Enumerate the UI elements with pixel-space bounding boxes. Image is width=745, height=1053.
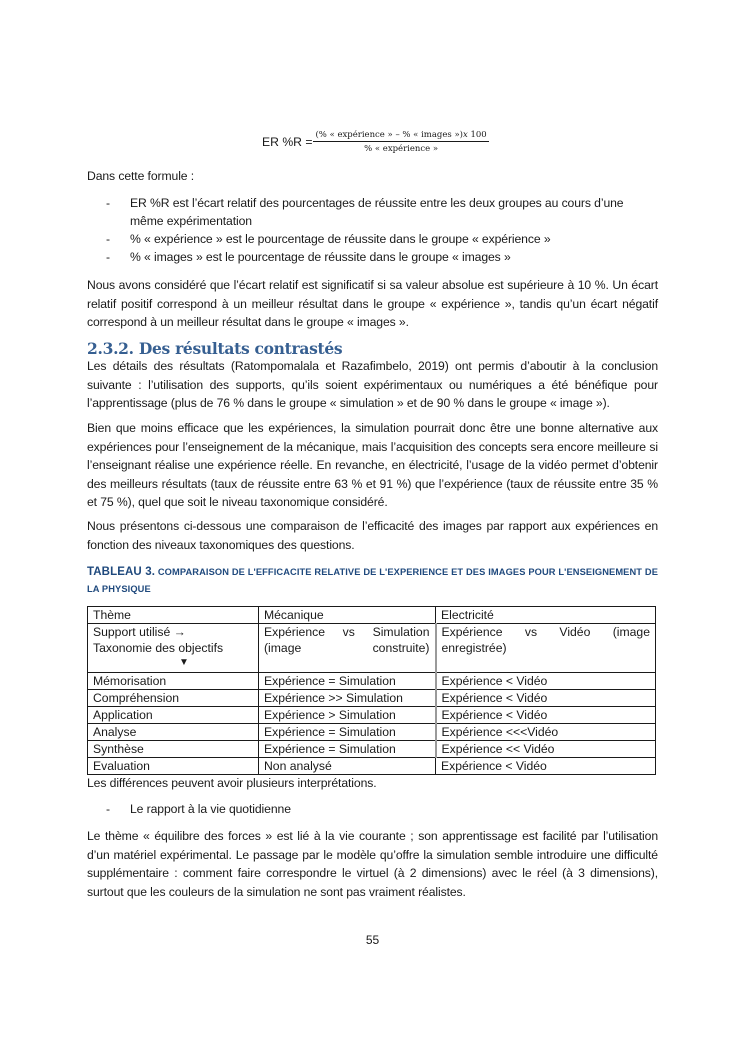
dash-bullet: - (106, 232, 110, 246)
row-theme: Evaluation (88, 758, 259, 775)
table-row (88, 690, 656, 707)
row-mecanique: Expérience >> Simulation (259, 690, 436, 707)
support-mecanique: Expérience vs Simulation (image construite) (259, 624, 436, 673)
paragraph-results: Les détails des résultats (Ratompomalala et Razafimbelo, 2019) ont permis d’aboutir à la conclusion suivante : l’utilisation des supports, qu’ils soient expérimentaux ou numériques a été bénéfique pour l’apprentissage (plus de 76 % dans le groupe « simulation » et de 90 % dans le groupe « image »). (87, 359, 658, 410)
table-row (88, 673, 656, 690)
formula-numerator-text: (% « expérience » – % « images ») (315, 130, 463, 140)
support-label-cell (88, 624, 259, 673)
comparison-table (87, 606, 656, 775)
taxonomy-label: Taxonomie des objectifs (93, 641, 224, 655)
page-number: 55 (365, 933, 380, 947)
definition-item (87, 230, 658, 248)
paragraph-simulation: Bien que moins efficace que les expériences, la simulation pourrait donc être une bonne alternative aux expériences pour l’enseignement de la mécanique, mais l’acquisition des concepts sera encore meilleure si l’enseignant réalise une expérience réelle. En revanche, en électricité, l’usage de la vidéo permet d’obtenir des meilleurs résultats (taux de réussite entre 63 % et 91 %) que l’expérience (taux de réussite entre 35 % et 75 %), quel que soit le niveau taxonomique considéré. (87, 421, 658, 509)
arrow-down-icon: ▼ (179, 657, 189, 668)
definition-text: ER %R est l’écart relatif des pourcentages de réussite entre les deux groupes au cours d’une même expérimentation (130, 196, 624, 228)
header-mecanique: Mécanique (259, 607, 436, 624)
definitions-list (87, 194, 658, 266)
table-row (88, 707, 656, 724)
daily-life-item (87, 800, 658, 818)
table-support-row (88, 624, 656, 673)
formula-numerator-tail: 100 (467, 130, 487, 140)
header-theme: Thème (88, 607, 259, 624)
table-row (88, 741, 656, 758)
table-header-row (88, 607, 656, 624)
paragraph-significance: Nous avons considéré que l’écart relatif est significatif si sa valeur absolue est supérieure à 10 %. Un écart relatif positif correspond à un meilleur résultat dans le groupe « expérience », tandis qu’un écart négatif correspond à un meilleur résultat dans le groupe « images ». (87, 278, 658, 329)
table-caption (87, 564, 658, 598)
row-electricite: Expérience << Vidéo (436, 741, 656, 758)
support-electricite: Expérience vs Vidéo (image enregistrée) (436, 624, 656, 673)
row-mecanique: Expérience = Simulation (259, 673, 436, 690)
table-caption-text: COMPARAISON DE L'EFFICACITE RELATIVE DE L'EXPERIENCE ET DES IMAGES POUR L'ENSEIGNEMENT DE LA PHYSIQUE (87, 567, 659, 594)
row-electricite: Expérience < Vidéo (436, 707, 656, 724)
row-mecanique: Expérience = Simulation (259, 724, 436, 741)
formula-denominator: % « expérience » (364, 144, 439, 154)
header-electricite: Electricité (436, 607, 656, 624)
row-mecanique: Expérience > Simulation (259, 707, 436, 724)
table-note: Les différences peuvent avoir plusieurs interprétations. (87, 776, 377, 790)
row-electricite: Expérience <<<Vidéo (436, 724, 656, 741)
support-label: Support utilisé → (93, 625, 186, 639)
table-caption-label: TABLEAU 3. (87, 566, 156, 578)
definition-text: % « expérience » est le pourcentage de réussite dans le groupe « expérience » (130, 232, 551, 246)
definition-item (87, 194, 658, 230)
row-theme: Compréhension (88, 690, 259, 707)
formula-multiply-var: x (462, 130, 468, 140)
row-theme: Analyse (88, 724, 259, 741)
definition-text: % « images » est le pourcentage de réussite dans le groupe « images » (130, 250, 511, 264)
row-electricite: Expérience < Vidéo (436, 690, 656, 707)
paragraph-daily-life: Le thème « équilibre des forces » est lié à la vie courante ; son apprentissage est facilité par l’utilisation d’un matériel expérimental. Le passage par le modèle qu’offre la simulation semble introduire une difficulté supplémentaire : comment faire correspondre le virtuel (à 2 dimensions) avec le réel (à 3 dimensions), surtout que les couleurs de la simulation ne sont pas vraiment réalistes. (87, 829, 658, 899)
table-row (88, 758, 656, 775)
dash-bullet: - (106, 250, 110, 264)
row-mecanique: Non analysé (259, 758, 436, 775)
table-row (88, 724, 656, 741)
formula-lhs: ER %R = (262, 135, 313, 149)
daily-life-list (87, 800, 658, 818)
row-theme: Application (88, 707, 259, 724)
dash-bullet: - (106, 802, 110, 816)
daily-life-text: Le rapport à la vie quotidienne (130, 802, 291, 816)
row-electricite: Expérience < Vidéo (436, 758, 656, 775)
paragraph-comparison: Nous présentons ci-dessous une comparaison de l’efficacité des images par rapport aux expériences en fonction des niveaux taxonomiques des questions. (87, 519, 658, 552)
row-electricite: Expérience < Vidéo (436, 673, 656, 690)
row-mecanique: Expérience = Simulation (259, 741, 436, 758)
intro-label: Dans cette formule : (87, 169, 195, 183)
row-theme: Synthèse (88, 741, 259, 758)
formula-fraction (313, 130, 488, 154)
row-theme: Mémorisation (88, 673, 259, 690)
dash-bullet: - (106, 196, 110, 210)
formula-numerator (313, 130, 488, 142)
relative-gap-formula (262, 130, 489, 154)
section-heading: 2.3.2. Des résultats contrastés (87, 339, 343, 358)
definition-item (87, 248, 658, 266)
